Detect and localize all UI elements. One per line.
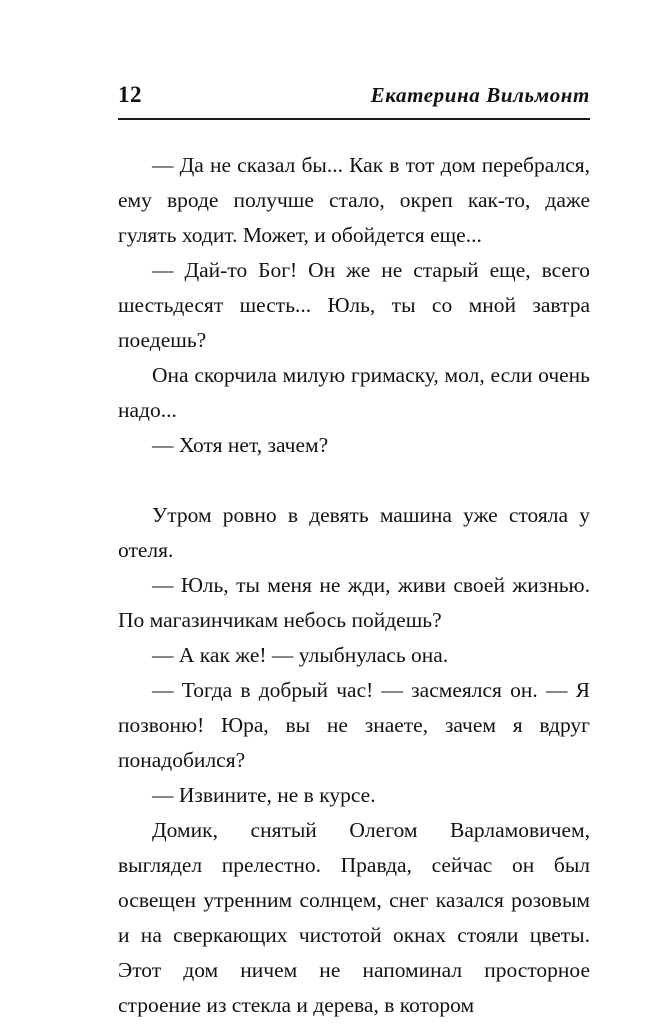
- paragraph: Домик, снятый Олегом Варламовичем, выглядел прелестно. Правда, сейчас он был освещен утренним солнцем, снег казался розовым и на сверкающих чистотой окнах стояли цветы. Этот дом ничем не напоминал просторное строение из стекла и дерева, в котором: [118, 818, 590, 1017]
- author-name: Екатерина Вильмонт: [370, 83, 590, 107]
- paragraph: — Да не сказал бы... Как в тот дом перебрался, ему вроде получше стало, окреп как-то, даже гулять ходит. Может, и обойдется еще...: [118, 153, 590, 247]
- page-header: [118, 82, 590, 120]
- paragraph: — Дай-то Бог! Он же не старый еще, всего шестьдесят шесть... Юль, ты со мной завтра поедешь?: [118, 258, 590, 352]
- page-number: 12: [118, 82, 142, 107]
- paragraph: Утром ровно в девять машина уже стояла у отеля.: [118, 503, 590, 562]
- paragraph: — Хотя нет, зачем?: [152, 433, 329, 457]
- paragraph: Она скорчила милую гримаску, мол, если очень надо...: [118, 363, 590, 422]
- paragraph: — Юль, ты меня не жди, живи своей жизнью. По магазинчикам небось пойдешь?: [118, 573, 590, 632]
- paragraph: — Тогда в добрый час! — засмеялся он. — Я позвоню! Юра, вы не знаете, зачем я вдруг понадобился?: [118, 678, 590, 772]
- paragraph: — Извините, не в курсе.: [152, 783, 376, 807]
- paragraph: — А как же! — улыбнулась она.: [152, 643, 449, 667]
- page-body: [118, 148, 590, 1023]
